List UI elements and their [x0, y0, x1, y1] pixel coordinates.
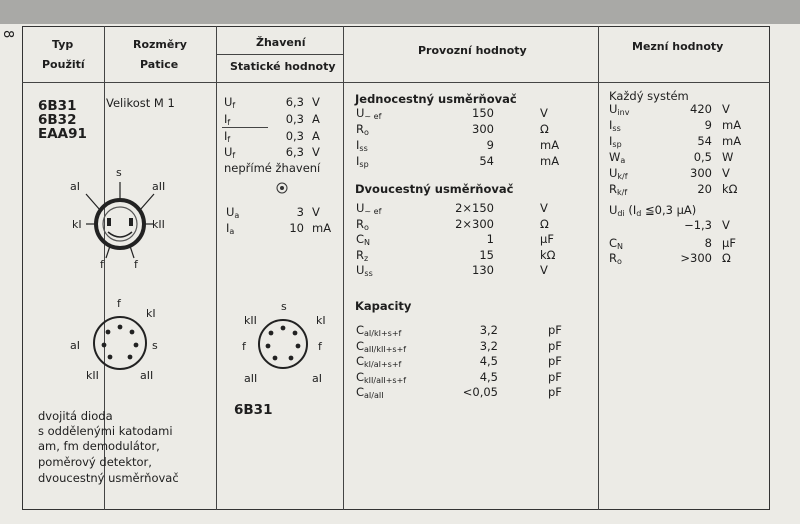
sec1-row-3-unit: mA	[540, 154, 560, 168]
sec3-row-4-unit: pF	[548, 385, 562, 399]
heating-row-1-unit: A	[312, 112, 320, 126]
d2-label-f: f	[117, 297, 121, 310]
static-row-0-param-sub: a	[234, 211, 240, 220]
d1-label-s: s	[116, 166, 122, 179]
sec1-row-3-param-sym: I	[356, 154, 360, 168]
indirect-heating-symbol	[276, 182, 288, 194]
limit-row-5-unit: kΩ	[722, 182, 738, 196]
sec2-row-0-unit: V	[540, 201, 548, 215]
d3-label-kii: kII	[244, 314, 257, 327]
limit-row-2-param-sub: sp	[612, 140, 622, 149]
heating-row-2-param-sub: f	[227, 135, 231, 144]
sec2-row-0-param-sym: U	[356, 201, 365, 215]
header-staticke: Statické hodnoty	[230, 60, 336, 73]
d2-label-kii: kII	[86, 369, 99, 382]
header-zhaveni: Žhavení	[256, 36, 306, 49]
static-row-1-param	[226, 222, 234, 238]
udi-cond-rest: ≦0,3 μA)	[641, 203, 697, 217]
sec2-row-4-unit: V	[540, 263, 548, 277]
d2-label-s: s	[152, 339, 158, 352]
usage-line-2: s oddělenými katodami	[38, 424, 173, 438]
limit-row-2-param	[609, 135, 622, 151]
col-sep-2	[216, 26, 217, 510]
heating-row-2-param	[224, 130, 230, 146]
header-rule	[22, 82, 770, 83]
sec2-row-3-param-sub: z	[364, 253, 369, 263]
sec2-row-4-param-sym: U	[356, 263, 365, 277]
limit-row-3-value: 0,5	[693, 150, 712, 164]
limit-row-3-param-sub: a	[620, 156, 626, 165]
sec3-row-4-param-sub: aI/aII	[364, 391, 384, 400]
sec1-row-0-param-sub: ~ ef	[364, 112, 382, 121]
limit-row-0-value: 420	[690, 102, 712, 116]
type-3: EAA91	[38, 126, 87, 142]
base-pinout-diagram-1	[60, 295, 180, 385]
sec1-row-3-param-sub: sp	[359, 160, 369, 169]
sec2-row-4-value: 130	[472, 263, 494, 277]
sec2-row-2-unit: μF	[540, 232, 554, 246]
d2-label-ai: aI	[70, 339, 80, 352]
d3-label-f2: f	[318, 340, 322, 353]
limits-title: Každý systém	[609, 89, 689, 103]
limit-row-3-param	[609, 151, 625, 167]
static-row-1-value: 10	[289, 221, 304, 235]
sec1-title: Jednocestný usměrňovač	[355, 92, 517, 106]
static-row-0-param-sym: U	[226, 205, 235, 219]
d1-label-kii: kII	[152, 218, 165, 231]
base-pinout-diagram-2	[228, 296, 338, 386]
d1-label-ki: kI	[72, 218, 82, 231]
limit-row-5-value: 20	[697, 182, 712, 196]
d1-label-ai: aI	[70, 180, 80, 193]
header-mezni: Mezní hodnoty	[632, 40, 724, 53]
sec3-row-3-value: 4,5	[479, 369, 498, 384]
limit-row-0-param-sym: U	[609, 102, 618, 116]
heating-row-3-param	[224, 146, 235, 162]
heating-row-2-param-sym: I	[224, 129, 228, 143]
sec3-row-1-param-sub: aII/kII+s+f	[364, 344, 407, 354]
header-typ: Typ	[52, 38, 74, 51]
limit2-row-0-unit: μF	[722, 236, 736, 250]
sec2-row-3-value: 15	[479, 247, 494, 262]
sec3-row-2-value: 4,5	[479, 354, 498, 368]
sec2-title: Dvoucestný usměrňovač	[355, 182, 514, 196]
sec2-row-0-value: 2×150	[455, 201, 494, 215]
heating-row-3-param-sym: U	[224, 145, 233, 159]
heating-header-rule	[216, 54, 343, 55]
udi-cond-sub: d	[636, 209, 642, 218]
limit-row-5-param-sub: k/f	[617, 188, 628, 197]
sec2-row-2-value: 1	[486, 232, 494, 246]
d1-label-f2: f	[134, 258, 138, 271]
col-sep-3	[343, 26, 344, 510]
sec3-row-4-param-sym: C	[356, 385, 365, 399]
heating-row-3-param-sub: f	[232, 151, 236, 160]
size-label: Velikost M 1	[106, 96, 175, 110]
col-sep-4	[598, 26, 599, 510]
sec1-row-0-param	[356, 107, 381, 123]
limit2-row-0-param-sub: N	[617, 242, 624, 251]
sec1-row-2-param-sub: ss	[359, 144, 368, 153]
sec3-row-1-value: 3,2	[479, 338, 498, 353]
sec2-row-3-param-sym: R	[356, 247, 364, 262]
sec3-row-2-param-sub: kI/aI+s+f	[364, 360, 402, 369]
sec1-row-2-unit: mA	[540, 138, 560, 152]
heating-row-0-param	[224, 96, 235, 112]
base-type-label: 6B31	[234, 402, 273, 418]
d1-label-f1: f	[100, 258, 104, 271]
sec1-row-1-unit: Ω	[540, 122, 549, 136]
limit2-row-0-value: 8	[704, 236, 712, 250]
limit2-row-1-param-sub: o	[617, 257, 622, 266]
sec1-row-1-param	[356, 123, 369, 139]
sec3-row-1-unit: pF	[548, 338, 562, 353]
limit-row-4-param	[609, 167, 628, 183]
sec3-row-4-param	[356, 386, 384, 402]
sec1-row-1-param-sym: R	[356, 122, 364, 136]
sec1-row-0-unit: V	[540, 106, 548, 120]
limit-row-2-value: 54	[697, 134, 712, 148]
usage-line-4: poměrový detektor,	[38, 455, 152, 469]
usage-line-1: dvojitá dioda	[38, 409, 113, 423]
sec3-row-3-unit: pF	[548, 369, 562, 384]
sec2-row-2-param-sym: C	[356, 232, 365, 246]
static-row-0-param	[226, 206, 239, 222]
heating-row-2-unit: A	[312, 129, 320, 143]
sec3-title: Kapacity	[355, 299, 412, 313]
header-patice: Patice	[140, 58, 179, 71]
udi-sub: di	[617, 209, 625, 218]
heating-row-3-value: 6,3	[285, 145, 304, 159]
limit2-row-1-value: >300	[680, 251, 712, 265]
heating-row-0-param-sub: f	[232, 101, 236, 110]
heating-row-1-param-sym: I	[224, 112, 228, 126]
sec1-row-1-value: 300	[472, 122, 494, 136]
sec3-row-3-param-sym: C	[356, 369, 365, 384]
limit-row-4-unit: V	[722, 166, 730, 180]
sec3-row-0-value: 3,2	[479, 323, 498, 337]
udi-sym: U	[609, 203, 618, 217]
limit-row-1-value: 9	[704, 118, 712, 132]
static-row-0-unit: V	[312, 205, 320, 219]
limit-row-4-param-sym: U	[609, 166, 618, 180]
heating-row-3-unit: V	[312, 145, 320, 159]
sec2-row-1-unit: Ω	[540, 216, 549, 231]
usage-line-5: dvoucestný usměrňovač	[38, 471, 179, 485]
sec3-row-2-unit: pF	[548, 354, 562, 368]
static-row-1-param-sym: I	[226, 221, 230, 235]
limit-row-4-param-sub: k/f	[617, 172, 628, 181]
tube-symbol-diagram	[60, 160, 180, 270]
limit-row-3-unit: W	[722, 150, 734, 164]
udi-unit: V	[722, 218, 730, 232]
indirect-heating: nepřímé žhavení	[224, 161, 321, 175]
d3-label-f1: f	[242, 340, 246, 353]
limit2-row-1-param-sym: R	[609, 251, 617, 265]
sec3-row-0-unit: pF	[548, 323, 562, 337]
limit-row-2-param-sym: I	[609, 134, 613, 148]
heating-row-1-param-sub: f	[227, 118, 231, 127]
heating-row-1-param	[224, 113, 230, 129]
scan-top-band	[0, 0, 800, 24]
limit-row-0-param-sub: inv	[617, 108, 630, 117]
limit2-row-1-unit: Ω	[722, 251, 731, 265]
header-provozni: Provozní hodnoty	[418, 44, 527, 57]
sec3-row-0-param-sym: C	[356, 323, 365, 337]
page-number: 8	[0, 30, 15, 39]
limit-row-5-param	[609, 183, 627, 199]
sec2-row-2-param-sub: N	[364, 238, 371, 247]
limit2-row-0-param-sym: C	[609, 236, 618, 250]
static-row-1-param-sub: a	[229, 227, 235, 236]
static-row-1-unit: mA	[312, 221, 332, 235]
header-pouziti: Použití	[42, 58, 85, 71]
d3-label-ai: aI	[312, 372, 322, 385]
d2-label-aii: aII	[140, 369, 154, 382]
sec2-row-3-unit: kΩ	[540, 247, 556, 262]
limit-row-1-param	[609, 119, 621, 135]
d3-label-s: s	[281, 300, 287, 313]
sec1-row-0-value: 150	[472, 106, 494, 120]
sec2-row-1-value: 2×300	[455, 216, 494, 231]
udi-cond: (I	[628, 203, 637, 217]
limit-row-2-unit: mA	[722, 134, 742, 148]
sec3-row-4-value: <0,05	[462, 385, 498, 399]
heating-row-1-value: 0,3	[285, 112, 304, 126]
sec2-row-4-param-sub: ss	[364, 269, 373, 278]
udi-value: −1,3	[684, 218, 712, 232]
heating-row-0-unit: V	[312, 95, 320, 109]
heating-row-0-value: 6,3	[285, 95, 304, 109]
type-1: 6B31	[38, 98, 77, 114]
header-rozmery: Rozměry	[133, 38, 187, 51]
limit-row-1-unit: mA	[722, 118, 742, 132]
sec1-row-2-param	[356, 139, 368, 155]
limit-row-5-param-sym: R	[609, 182, 617, 196]
limit-row-0-unit: V	[722, 102, 730, 116]
d3-label-ki: kI	[316, 314, 326, 327]
sec1-row-3-param	[356, 155, 369, 171]
usage-line-3: am, fm demodulátor,	[38, 439, 160, 453]
limit-row-1-param-sub: ss	[612, 124, 621, 133]
limit2-row-1-param	[609, 252, 622, 268]
heating-row-0-param-sym: U	[224, 95, 233, 109]
sec3-row-1-param-sym: C	[356, 338, 365, 353]
sec2-row-1-param-sub: o	[364, 222, 369, 232]
sec3-row-3-param-sub: kII/aII+s+f	[364, 375, 407, 385]
sec2-row-1-param-sym: R	[356, 216, 364, 231]
sec2-row-0-param-sub: ~ ef	[364, 207, 382, 216]
sec1-row-0-param-sym: U	[356, 106, 365, 120]
limit-row-0-param	[609, 103, 629, 119]
limit-row-3-param-sym: W	[609, 150, 621, 164]
sec1-row-3-value: 54	[479, 154, 494, 168]
static-row-0-value: 3	[296, 205, 304, 219]
d1-label-aii: aII	[152, 180, 166, 193]
sec2-row-4-param	[356, 264, 373, 280]
limit-row-1-param-sym: I	[609, 118, 613, 132]
heating-row-2-value: 0,3	[285, 129, 304, 143]
d2-label-ki: kI	[146, 307, 156, 320]
sec3-row-0-param-sub: aI/kI+s+f	[364, 329, 402, 338]
sec1-row-1-param-sub: o	[364, 128, 369, 137]
sec1-row-2-param-sym: I	[356, 138, 360, 152]
sec1-row-2-value: 9	[486, 138, 494, 152]
d3-label-aii: aII	[244, 372, 258, 385]
sec3-row-2-param-sym: C	[356, 354, 365, 368]
limit-row-4-value: 300	[690, 166, 712, 180]
type-2: 6B32	[38, 112, 77, 128]
